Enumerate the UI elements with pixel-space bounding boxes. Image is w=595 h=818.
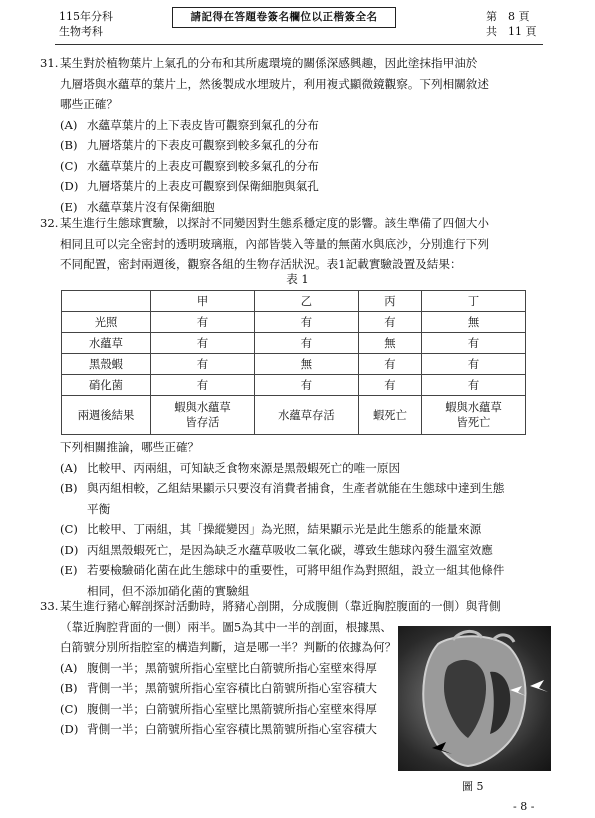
table-cell: 有 (358, 312, 421, 333)
table-row-results (62, 396, 526, 435)
white-arrow-icon (530, 680, 548, 692)
table-cell: 有 (358, 375, 421, 396)
option-b[interactable]: (B) 九層塔葉片的下表皮可觀察到較多氣孔的分布 (60, 138, 319, 152)
question-32 (40, 213, 545, 275)
table-cell: 有 (254, 375, 358, 396)
signature-notice: 請記得在答題卷簽名欄位以正楷簽全名 (172, 7, 396, 28)
question-stem-line: 相同且可以完全密封的透明玻璃瓶，內部皆裝入等量的無菌水與底沙，分別進行下列 (60, 236, 489, 251)
option-e[interactable]: (E) 水蘊草葉片沒有保衛細胞 (60, 199, 215, 214)
table-cell: 蝦與水蘊草 皆存活 (151, 396, 255, 435)
option-d[interactable]: (D) 背側一半；白箭號所指心室容積比黑箭號所指心室容積大 (60, 722, 377, 736)
option-continuation: 相同，但不添加硝化菌的實驗組 (87, 583, 250, 598)
table-caption: 表 1 (286, 272, 309, 286)
table-cell: 有 (151, 354, 255, 375)
question-stem-line: 九層塔與水蘊草的葉片上，然後製成水埋玻片，利用複式顯微鏡觀察。下列相關敘述 (60, 76, 489, 91)
table-header-row (62, 291, 526, 312)
question-stem-line: 某生進行生態球實驗，以探討不同變因對生態系穩定度的影響。該生準備了四個大小 (60, 216, 489, 230)
table-cell: 有 (422, 375, 526, 396)
table-cell: 水蘊草存活 (254, 396, 358, 435)
question-stem-line: 某生對於植物葉片上氣孔的分布和其所處環境的關係深感興趣，因此塗抹指甲油於 (60, 56, 478, 70)
question-prompt: 下列相關推論，哪些正確？ (60, 440, 200, 454)
page-indicator: 第 8 頁 (486, 10, 530, 23)
figure-caption: 圖 5 (462, 780, 484, 793)
question-32-options (40, 437, 545, 601)
question-number: 33. (40, 599, 59, 613)
table-cell: 無 (254, 354, 358, 375)
option-a[interactable]: (A) 比較甲、丙兩組，可知缺乏食物來源是黑殼蝦死亡的唯一原因 (60, 460, 401, 475)
table-cell: 水蘊草 (62, 333, 151, 354)
table-header-cell: 丁 (422, 291, 526, 312)
option-b[interactable]: (B) 與丙組相較，乙組結果顯示只要沒有消費者捕食，生產者就能在生態球中達到生態 (60, 481, 505, 495)
option-continuation: 平衡 (87, 501, 111, 516)
option-c[interactable]: (C) 水蘊草葉片的上表皮可觀察到較多氣孔的分布 (60, 158, 319, 173)
question-stem-line: （靠近胸腔背面的一側）兩半。圖5為其中一半的剖面，根據黑、 (60, 619, 393, 634)
experiment-table (61, 290, 526, 435)
option-d[interactable]: (D) 九層塔葉片的上表皮可觀察到保衛細胞與氣孔 (60, 179, 319, 193)
total-pages: 共 11 頁 (486, 25, 537, 38)
table-header-cell: 乙 (254, 291, 358, 312)
table-header-cell (62, 291, 151, 312)
question-stem-line: 哪些正確？ (60, 97, 118, 111)
table-cell: 有 (358, 354, 421, 375)
table-row (62, 333, 526, 354)
question-stem-line: 某生進行豬心解剖探討活動時，將豬心剖開，分成腹側（靠近胸腔腹面的一側）與背側 (60, 599, 501, 613)
heart-section-illustration (398, 626, 551, 771)
table-header-cell: 丙 (358, 291, 421, 312)
question-31 (40, 53, 545, 217)
table-cell: 有 (254, 333, 358, 354)
option-e[interactable]: (E) 若要檢驗硝化菌在此生態球中的重要性，可將甲組作為對照組，設立一組其他條件 (60, 563, 505, 577)
table-cell: 無 (422, 312, 526, 333)
header-divider (55, 44, 543, 45)
table-cell: 有 (422, 354, 526, 375)
exam-year: 115年分科 (59, 10, 113, 23)
option-c[interactable]: (C) 腹側一半；白箭號所指心室壁比黑箭號所指心室壁來得厚 (60, 701, 377, 716)
table-cell: 有 (254, 312, 358, 333)
table-cell: 無 (358, 333, 421, 354)
table-cell: 兩週後結果 (62, 396, 151, 435)
heart-section-photo (398, 626, 551, 771)
table-row (62, 354, 526, 375)
option-a[interactable]: (A) 腹側一半；黑箭號所指心室壁比白箭號所指心室壁來得厚 (60, 660, 377, 675)
table-cell: 硝化菌 (62, 375, 151, 396)
page-number: - 8 - (513, 800, 535, 813)
option-a[interactable]: (A) 水蘊草葉片的上下表皮皆可觀察到氣孔的分布 (60, 117, 319, 132)
table-cell: 蝦死亡 (358, 396, 421, 435)
question-stem-line: 白箭號分別所指腔室的構造判斷，這是哪一半？判斷的依據為何？ (60, 640, 397, 654)
question-number: 32. (40, 216, 59, 230)
exam-subject: 生物考科 (59, 25, 103, 38)
option-b[interactable]: (B) 背側一半；黑箭號所指心室容積比白箭號所指心室容積大 (60, 681, 377, 695)
table-cell: 有 (422, 333, 526, 354)
question-stem-line: 不同配置，密封兩週後，觀察各組的生物存活狀況。表1記載實驗設置及結果： (60, 257, 462, 271)
table-cell: 有 (151, 333, 255, 354)
header-left (59, 9, 113, 39)
table-cell: 有 (151, 312, 255, 333)
table-cell: 有 (151, 375, 255, 396)
table-row (62, 312, 526, 333)
table-header-cell: 甲 (151, 291, 255, 312)
header-right (486, 9, 537, 39)
question-number: 31. (40, 56, 59, 70)
table-cell: 黑殼蝦 (62, 354, 151, 375)
option-c[interactable]: (C) 比較甲、丁兩組，其「操縱變因」為光照，結果顯示光是此生態系的能量來源 (60, 522, 482, 536)
option-d[interactable]: (D) 丙組黑殼蝦死亡，是因為缺乏水蘊草吸收二氧化碳，導致生態球內發生溫室效應 (60, 542, 493, 557)
table-row (62, 375, 526, 396)
table-cell: 蝦與水蘊草 皆死亡 (422, 396, 526, 435)
table-cell: 光照 (62, 312, 151, 333)
